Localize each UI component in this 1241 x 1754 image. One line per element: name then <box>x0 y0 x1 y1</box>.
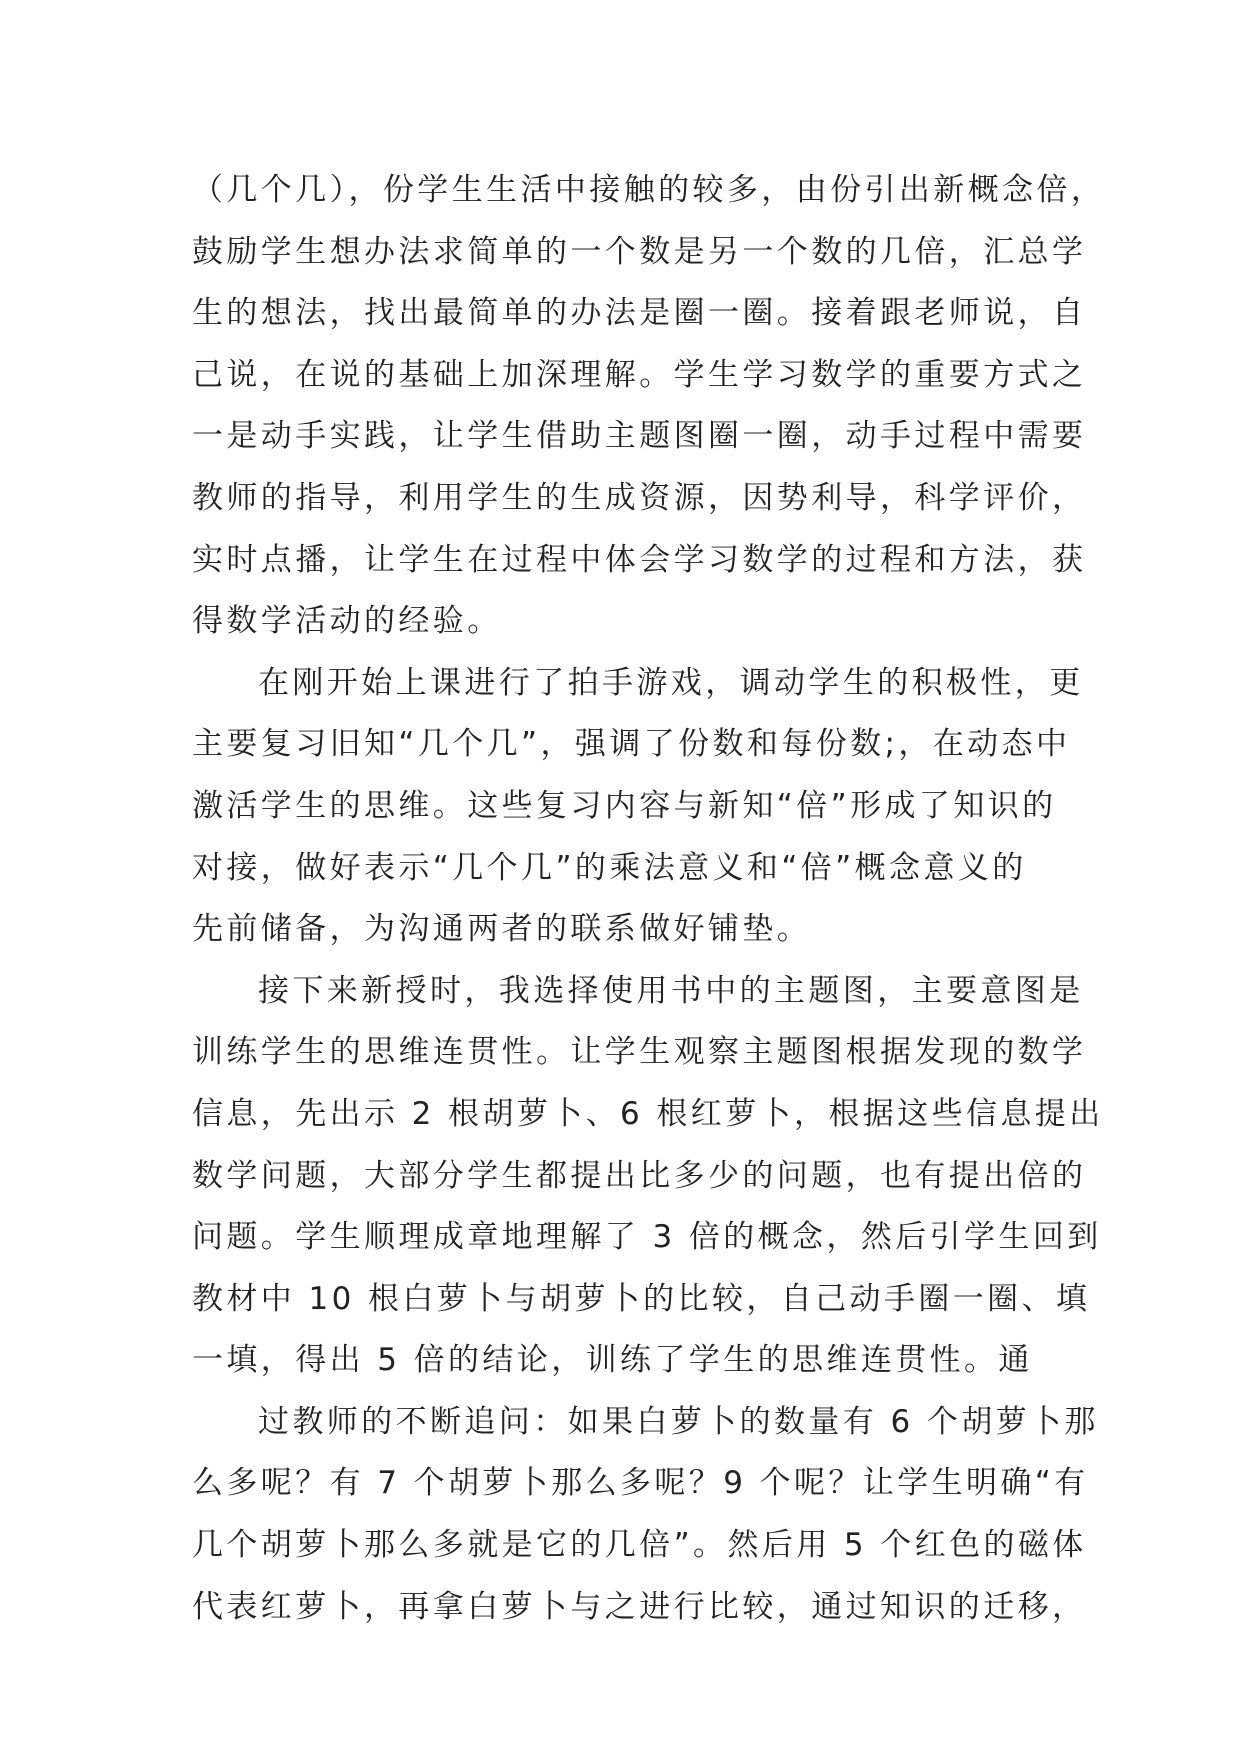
paragraph-start-line: 接下来新授时，我选择使用书中的主题图，主要意图是 <box>258 972 1084 1009</box>
text-line: 教材中 10 根白萝卜与胡萝卜的比较，自己动手圈一圈、填 <box>192 1280 1091 1317</box>
text-line: 先前储备，为沟通两者的联系做好铺垫。 <box>192 911 812 948</box>
document-body <box>192 160 1106 1638</box>
text-line: 问题。学生顺理成章地理解了 3 倍的概念，然后引学生回到 <box>192 1219 1102 1256</box>
text-line: 一是动手实践，让学生借助主题图圈一圈，动手过程中需要 <box>192 418 1087 455</box>
text-line: 对接，做好表示“几个几”的乘法意义和“倍”概念意义的 <box>192 849 1027 886</box>
text-line: 得数学活动的经验。 <box>192 603 502 640</box>
text-line: 几个胡萝卜那么多就是它的几倍”。然后用 5 个红色的磁体 <box>192 1527 1087 1564</box>
paragraph-start-line: 过教师的不断追问：如果白萝卜的数量有 6 个胡萝卜那 <box>258 1403 1099 1440</box>
text-line: 代表红萝卜，再拿白萝卜与之进行比较，通过知识的迁移， <box>192 1588 1087 1625</box>
text-line: 主要复习旧知“几个几”，强调了份数和每份数;，在动态中 <box>192 726 1071 763</box>
paragraph-start-line: 在刚开始上课进行了拍手游戏，调动学生的积极性，更 <box>258 664 1084 701</box>
text-line: 一填，得出 5 倍的结论，训练了学生的思维连贯性。通 <box>192 1342 1033 1379</box>
text-line: （几个几），份学生生活中接触的较多，由份引出新概念倍， <box>192 172 1106 208</box>
text-line: 实时点播，让学生在过程中体会学习数学的过程和方法，获 <box>192 541 1087 578</box>
text-line: 信息，先出示 2 根胡萝卜、6 根红萝卜，根据这些信息提出 <box>192 1095 1104 1132</box>
text-line: 数学问题，大部分学生都提出比多少的问题，也有提出倍的 <box>192 1157 1087 1194</box>
text-line: 激活学生的思维。这些复习内容与新知“倍”形成了知识的 <box>192 787 1057 824</box>
text-line: 己说，在说的基础上加深理解。学生学习数学的重要方式之 <box>192 356 1087 393</box>
text-line: 鼓励学生想办法求简单的一个数是另一个数的几倍，汇总学 <box>192 233 1087 270</box>
text-line: 训练学生的思维连贯性。让学生观察主题图根据发现的数学 <box>192 1034 1087 1071</box>
text-line: 教师的指导，利用学生的生成资源，因势利导，科学评价， <box>192 479 1087 516</box>
text-line: 生的想法，找出最简单的办法是圈一圈。接着跟老师说，自 <box>192 295 1087 332</box>
text-line: 么多呢？有 7 个胡萝卜那么多呢？9 个呢？让学生明确“有 <box>192 1465 1089 1502</box>
